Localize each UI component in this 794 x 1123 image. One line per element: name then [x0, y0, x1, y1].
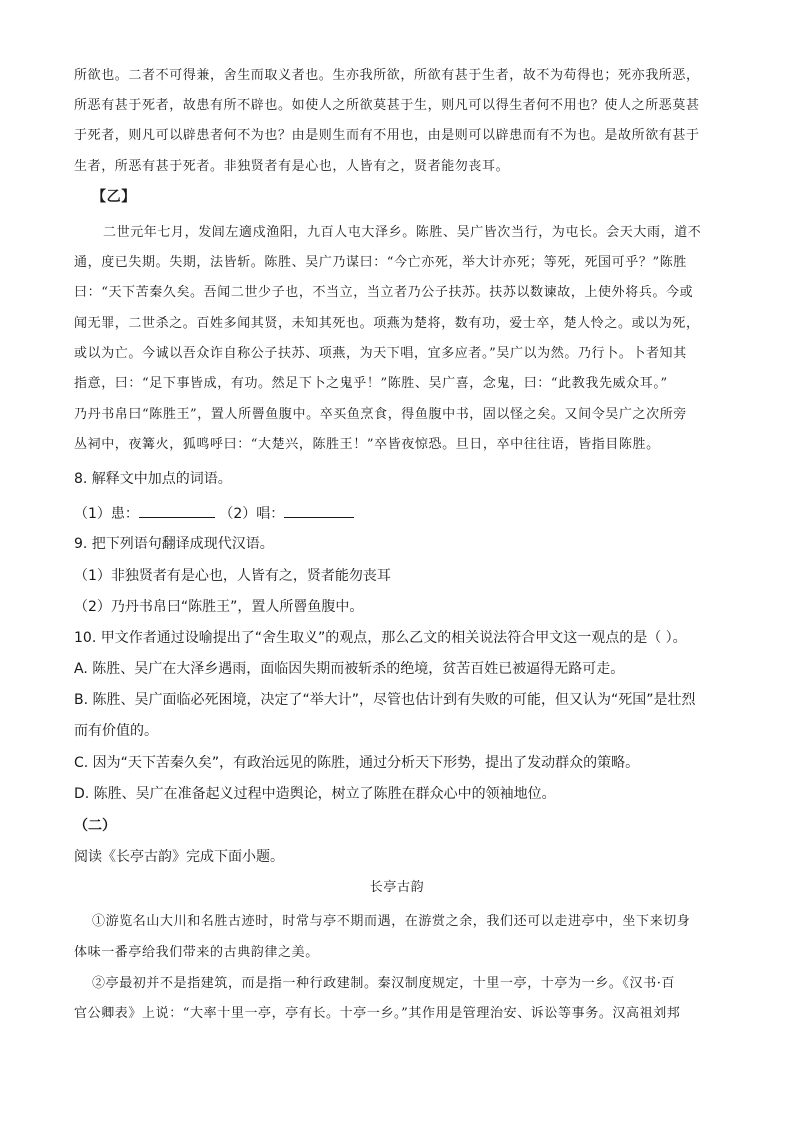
question-9-item-2: （2）乃丹书帛曰“陈胜王”，置人所罾鱼腹中。: [74, 599, 364, 615]
yi-passage-line: 曰：“天下苦秦久矣。吾闻二世少子也，不当立，当立者乃公子扶苏。扶苏以数谏故，上使外将兵。今或: [74, 285, 694, 300]
question-8-stem: 8. 解释文中加点的词语。: [74, 471, 232, 487]
yi-passage-line: 通，度已失期。失期，法皆斩。陈胜、吴广乃谋曰：“今亡亦死，举大计亦死；等死，死国可乎？”陈胜: [74, 255, 687, 270]
q10-option-b-continued: 而有价值的。: [74, 723, 158, 739]
yi-passage-line: 丛祠中，夜篝火，狐鸣呼曰：“大楚兴，陈胜王！”卒皆夜惊恐。旦日，卒中往往语，皆指目陈胜。: [74, 437, 660, 452]
jia-passage-line: 生者，所恶有甚于死者。非独贤者有是心也，人皆有之，贤者能勿丧耳。: [74, 159, 510, 174]
q8-answer-blank-1[interactable]: [139, 503, 215, 518]
article-paragraph-line: ②亭最初并不是指建筑，而是指一种行政建制。秦汉制度规定，十里一亭，十亭为一乡。《汉书·百: [92, 976, 676, 991]
yi-passage-line: 或以为亡。今诚以吾众诈自称公子扶苏、项燕，为天下唱，宜多应者。”吴广以为然。乃行卜。卜者知其: [74, 346, 687, 361]
section-2-heading: （二）: [74, 818, 116, 834]
q10-option-d: D. 陈胜、吴广在准备起义过程中造舆论，树立了陈胜在群众心中的领袖地位。: [74, 786, 556, 802]
yi-passage-line: 闻无罪，二世杀之。百姓多闻其贤，未知其死也。项燕为楚将，数有功，爱士卒，楚人怜之。或以为死，: [74, 316, 700, 331]
question-9-item-1: （1）非独贤者有是心也，人皆有之，贤者能勿丧耳: [74, 568, 391, 584]
q10-option-b: B. 陈胜、吴广面临必死困境，决定了“举大计”，尽管也估计到有失败的可能，但又认为“死国”是壮烈: [74, 692, 696, 708]
q8-item1-label: （1）患：: [74, 506, 139, 522]
article-paragraph-line: ①游览名山大川和名胜古迹时，时常与亭不期而遇，在游赏之余，我们还可以走进亭中，坐下来切身: [92, 914, 691, 929]
question-8-items: [74, 503, 354, 524]
q8-item2-label: （2）唱：: [219, 506, 285, 522]
q10-option-a: A. 陈胜、吴广在大泽乡遇雨，面临因失期而被斩杀的绝境，贫苦百姓已被逼得无路可走。: [74, 661, 625, 677]
question-10-stem: 10. 甲文作者通过设喻提出了“舍生取义”的观点，那么乙文的相关说法符合甲文这一观点的是（ ）。: [74, 630, 687, 646]
question-9-stem: 9. 把下列语句翻译成现代汉语。: [74, 536, 274, 552]
yi-passage-line: 二世元年七月，发闾左適戍渔阳，九百人屯大泽乡。陈胜、吴广皆次当行，为屯长。会天大雨，道不: [103, 225, 702, 240]
article-paragraph-line: 官公卿表》上说：“大率十里一亭，亭有长。十亭一乡。”其作用是管理治安、诉讼等事务。汉高祖刘邦: [74, 1006, 681, 1021]
yi-passage-line: 乃丹书帛曰“陈胜王”，置人所罾鱼腹中。卒买鱼烹食，得鱼腹中书，固以怪之矣。又间令吴广之次所旁: [74, 407, 687, 422]
q10-option-c: C. 因为“天下苦秦久矣”，有政治远见的陈胜，通过分析天下形势，提出了发动群众的策略。: [74, 755, 640, 771]
section-2-instruction: 阅读《长亭古韵》完成下面小题。: [74, 849, 284, 865]
jia-passage-line: 于死者，则凡可以辟患者何不为也？由是则生而有不用也，由是则可以辟患而有不为也。是故所欲有甚于: [74, 128, 700, 143]
q8-answer-blank-2[interactable]: [284, 503, 354, 518]
article-title: 长亭古韵: [369, 880, 425, 895]
yi-heading: 【乙】: [92, 189, 136, 205]
jia-passage-line: 所恶有甚于死者，故患有所不辟也。如使人之所欲莫甚于生，则凡可以得生者何不用也？使人之所恶莫甚: [74, 98, 700, 113]
article-paragraph-line: 体味一番亭给我们带来的古典韵律之美。: [74, 945, 319, 960]
jia-passage-line: 所欲也。二者不可得兼，舍生而取义者也。生亦我所欲，所欲有甚于生者，故不为苟得也；死亦我所恶，: [74, 68, 700, 83]
yi-passage-line: 指意，曰：“足下事皆成，有功。然足下卜之鬼乎！”陈胜、吴广喜，念鬼，曰：“此教我先威众耳。”: [74, 376, 668, 391]
